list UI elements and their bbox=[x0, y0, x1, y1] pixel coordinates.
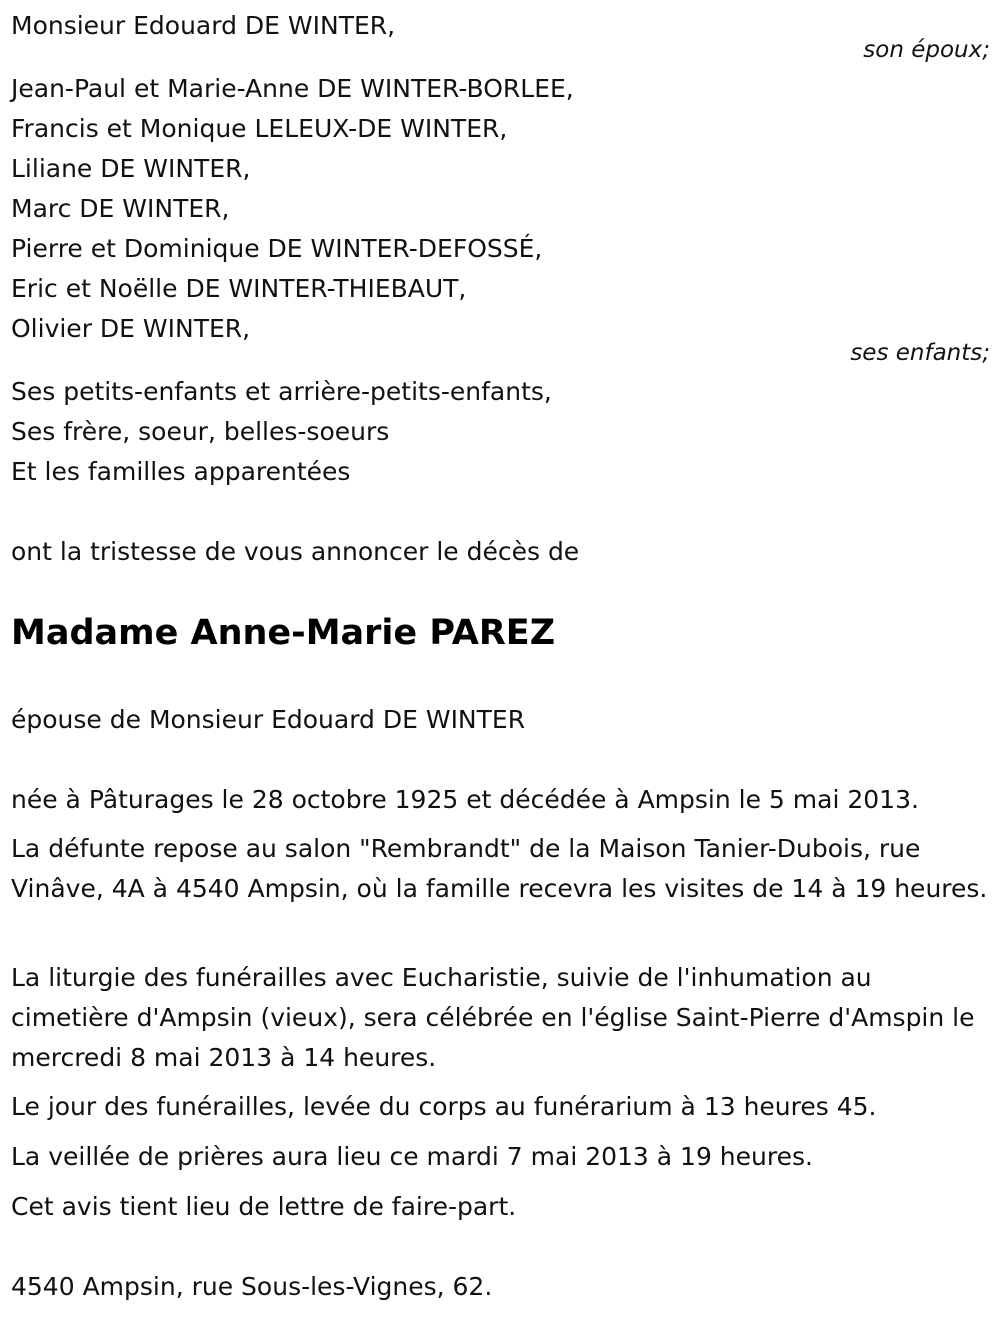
family-line: Ses petits-enfants et arrière-petits-enfants, bbox=[11, 377, 552, 406]
birth-death-line: née à Pâturages le 28 octobre 1925 et décédée à Ampsin le 5 mai 2013. bbox=[11, 785, 919, 814]
address-line: 4540 Ampsin, rue Sous-les-Vignes, 62. bbox=[11, 1272, 493, 1301]
spouse-role: son époux; bbox=[863, 37, 990, 63]
deceased-spouse-line: épouse de Monsieur Edouard DE WINTER bbox=[11, 705, 526, 734]
family-line: Ses frère, soeur, belles-soeurs bbox=[11, 417, 390, 446]
child-line: Liliane DE WINTER, bbox=[11, 154, 251, 183]
family-line: Et les familles apparentées bbox=[11, 457, 351, 486]
liturgy-paragraph: La liturgie des funérailles avec Eucharistie, suivie de l'inhumation au cimetière d'Ampsin (vieux), sera célébrée en l'église Saint-Pierre d'Amspin le mercredi 8 mai 2013 à 14 heures. bbox=[11, 963, 975, 1072]
child-line: Francis et Monique LELEUX-DE WINTER, bbox=[11, 114, 508, 143]
announcement: ont la tristesse de vous annoncer le décès de bbox=[11, 537, 580, 566]
child-line: Marc DE WINTER, bbox=[11, 194, 230, 223]
child-line: Jean-Paul et Marie-Anne DE WINTER-BORLEE, bbox=[11, 74, 574, 103]
child-line: Olivier DE WINTER, bbox=[11, 314, 251, 343]
children-role: ses enfants; bbox=[850, 340, 990, 366]
spouse-name: Monsieur Edouard DE WINTER, bbox=[11, 11, 396, 40]
levee-line: Le jour des funérailles, levée du corps au funérarium à 13 heures 45. bbox=[11, 1092, 877, 1121]
deceased-name: Madame Anne-Marie PAREZ bbox=[11, 613, 556, 653]
repose-paragraph: La défunte repose au salon "Rembrandt" de la Maison Tanier-Dubois, rue Vinâve, 4A à 4540 Ampsin, où la famille recevra les visites de 14 à 19 heures. bbox=[11, 834, 988, 903]
notice-line: Cet avis tient lieu de lettre de faire-part. bbox=[11, 1192, 517, 1221]
vigil-line: La veillée de prières aura lieu ce mardi 7 mai 2013 à 19 heures. bbox=[11, 1142, 813, 1171]
child-line: Eric et Noëlle DE WINTER-THIEBAUT, bbox=[11, 274, 467, 303]
child-line: Pierre et Dominique DE WINTER-DEFOSSÉ, bbox=[11, 234, 543, 263]
